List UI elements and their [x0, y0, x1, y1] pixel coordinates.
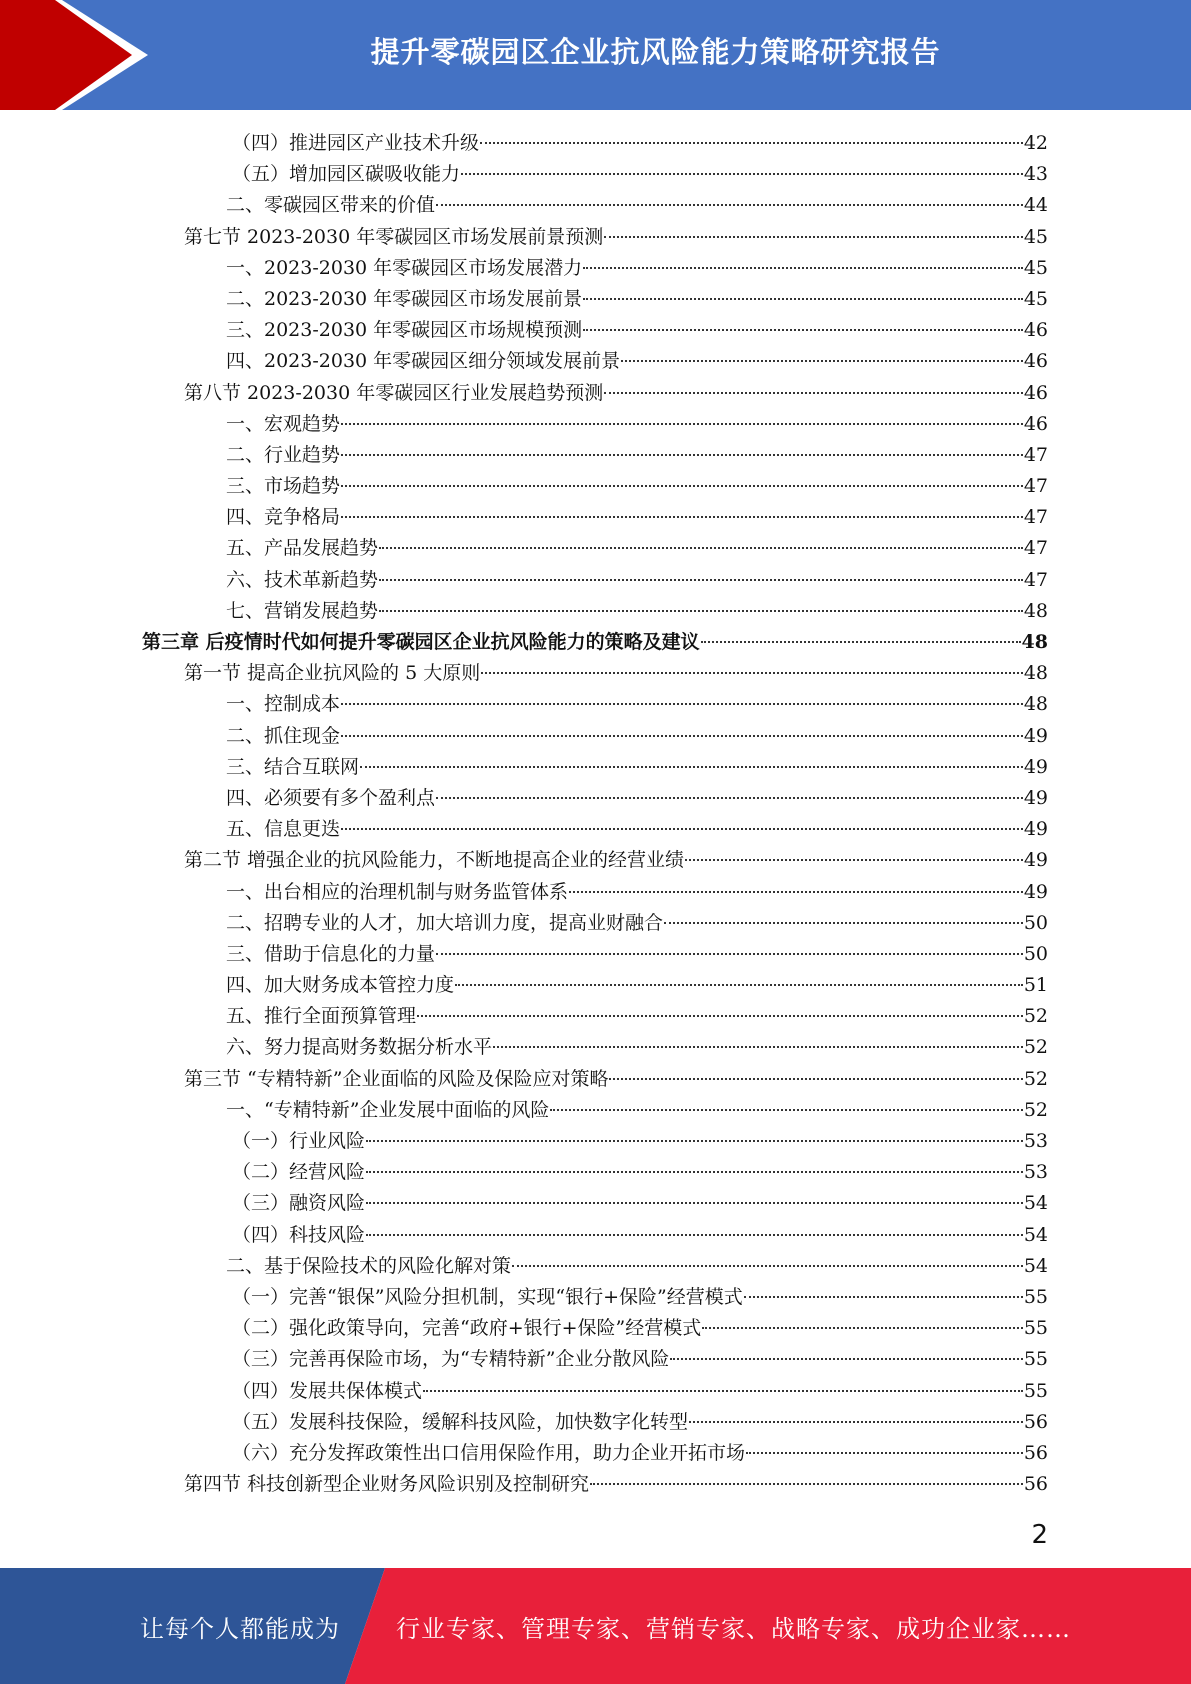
toc-entry-page: 47 — [1023, 475, 1048, 498]
toc-entry[interactable] — [142, 1251, 1048, 1282]
toc-entry[interactable] — [142, 845, 1048, 876]
toc-dot-leader — [366, 1234, 1023, 1236]
toc-entry-page: 54 — [1023, 1254, 1048, 1277]
toc-entry-page: 48 — [1023, 599, 1048, 622]
toc-entry[interactable] — [142, 1313, 1048, 1344]
toc-entry-label: 二、2023-2030 年零碳园区市场发展前景 — [226, 287, 583, 310]
toc-dot-leader — [436, 953, 1023, 955]
toc-entry-page: 55 — [1023, 1317, 1048, 1340]
footer-slogan-left: 让每个人都能成为 — [140, 1614, 340, 1643]
toc-entry-page: 49 — [1023, 724, 1048, 747]
toc-entry-label: 七、营销发展趋势 — [226, 599, 379, 622]
toc-entry-label: 第七节 2023-2030 年零碳园区市场发展前景预测 — [184, 225, 604, 248]
toc-entry[interactable] — [142, 1188, 1048, 1219]
toc-entry-label: 三、借助于信息化的力量 — [226, 942, 436, 965]
toc-entry-page: 48 — [1023, 693, 1048, 716]
toc-entry-label: 六、努力提高财务数据分析水平 — [226, 1036, 493, 1059]
toc-entry-page: 46 — [1023, 319, 1048, 342]
toc-dot-leader — [609, 1078, 1022, 1080]
toc-entry-label: （二）经营风险 — [232, 1161, 366, 1184]
toc-entry[interactable] — [142, 471, 1048, 502]
toc-dot-leader — [379, 547, 1023, 549]
toc-entry-page: 54 — [1023, 1192, 1048, 1215]
toc-entry-page: 45 — [1023, 256, 1048, 279]
toc-dot-leader — [702, 1327, 1023, 1329]
toc-entry[interactable] — [142, 1220, 1048, 1251]
toc-entry[interactable] — [142, 1376, 1048, 1407]
toc-dot-leader — [360, 766, 1023, 768]
toc-entry-label: （三）完善再保险市场，为“专精特新”企业分散风险 — [232, 1348, 670, 1371]
toc-dot-leader — [604, 392, 1023, 394]
toc-entry[interactable] — [142, 502, 1048, 533]
toc-entry-page: 54 — [1023, 1223, 1048, 1246]
toc-entry-label: （四）科技风险 — [232, 1223, 366, 1246]
toc-dot-leader — [550, 1109, 1022, 1111]
toc-entry-label: 第三节 “专精特新”企业面临的风险及保险应对策略 — [184, 1067, 609, 1090]
toc-entry[interactable] — [142, 1064, 1048, 1095]
document-title: 提升零碳园区企业抗风险能力策略研究报告 — [370, 34, 941, 69]
toc-entry[interactable] — [142, 565, 1048, 596]
toc-dot-leader — [569, 891, 1023, 893]
toc-entry[interactable] — [142, 877, 1048, 908]
toc-entry[interactable] — [142, 159, 1048, 190]
footer-slogan-right: 行业专家、管理专家、营销专家、战略专家、成功企业家…… — [396, 1614, 1071, 1643]
toc-entry-page: 47 — [1023, 443, 1048, 466]
toc-dot-leader — [341, 828, 1023, 830]
toc-entry-page: 50 — [1023, 942, 1048, 965]
toc-dot-leader — [341, 485, 1023, 487]
toc-entry[interactable] — [142, 346, 1048, 377]
toc-dot-leader — [461, 173, 1023, 175]
toc-entry-page: 49 — [1023, 818, 1048, 841]
toc-dot-leader — [436, 204, 1023, 206]
toc-entry-page: 43 — [1023, 163, 1048, 186]
toc-entry-label: 五、推行全面预算管理 — [226, 1005, 417, 1028]
toc-entry-label: 第二节 增强企业的抗风险能力，不断地提高企业的经营业绩 — [184, 849, 685, 872]
toc-entry[interactable] — [142, 1469, 1048, 1500]
toc-entry[interactable] — [142, 222, 1048, 253]
toc-entry-page: 47 — [1023, 506, 1048, 529]
toc-dot-leader — [481, 672, 1023, 674]
toc-dot-leader — [701, 641, 1021, 643]
toc-dot-leader — [590, 1483, 1023, 1485]
toc-dot-leader — [583, 329, 1023, 331]
toc-entry-label: 三、2023-2030 年零碳园区市场规模预测 — [226, 319, 583, 342]
toc-entry-page: 45 — [1023, 287, 1048, 310]
toc-entry-page: 47 — [1023, 537, 1048, 560]
toc-entry-label: 五、信息更迭 — [226, 818, 341, 841]
toc-entry-label: 一、2023-2030 年零碳园区市场发展潜力 — [226, 256, 583, 279]
toc-entry[interactable] — [142, 908, 1048, 939]
toc-entry[interactable] — [142, 409, 1048, 440]
toc-entry-page: 49 — [1023, 786, 1048, 809]
toc-entry-page: 42 — [1023, 132, 1048, 154]
toc-entry-page: 46 — [1023, 350, 1048, 373]
toc-entry-label: （五）增加园区碳吸收能力 — [232, 163, 461, 186]
toc-dot-leader — [423, 1390, 1023, 1392]
toc-entry-page: 55 — [1023, 1379, 1048, 1402]
toc-entry[interactable] — [142, 939, 1048, 970]
toc-entry[interactable] — [142, 721, 1048, 752]
toc-entry-label: 四、加大财务成本管控力度 — [226, 974, 455, 997]
toc-entry-page: 45 — [1023, 225, 1048, 248]
toc-entry-label: 二、零碳园区带来的价值 — [226, 194, 436, 217]
toc-dot-leader — [685, 859, 1023, 861]
toc-entry[interactable] — [142, 284, 1048, 315]
toc-dot-leader — [366, 1140, 1023, 1142]
toc-entry[interactable] — [142, 1001, 1048, 1032]
toc-entry-page: 46 — [1023, 412, 1048, 435]
toc-dot-leader — [480, 142, 1023, 144]
toc-entry[interactable] — [142, 596, 1048, 627]
toc-entry-label: 四、必须要有多个盈利点 — [226, 786, 436, 809]
toc-entry-label: 第一节 提高企业抗风险的 5 大原则 — [184, 662, 481, 685]
toc-entry-label: 一、出台相应的治理机制与财务监管体系 — [226, 880, 569, 903]
toc-dot-leader — [379, 579, 1023, 581]
toc-entry-page: 53 — [1023, 1161, 1048, 1184]
toc-entry[interactable] — [142, 315, 1048, 346]
toc-dot-leader — [512, 1265, 1023, 1267]
toc-entry-label: 一、控制成本 — [226, 693, 341, 716]
toc-dot-leader — [366, 1202, 1023, 1204]
toc-entry-label: （一）行业风险 — [232, 1130, 366, 1152]
toc-entry-label: 二、行业趋势 — [226, 443, 341, 466]
toc-dot-leader — [744, 1296, 1023, 1298]
toc-entry-page: 46 — [1023, 381, 1048, 404]
toc-entry-label: 四、2023-2030 年零碳园区细分领域发展前景 — [226, 350, 621, 373]
toc-dot-leader — [583, 267, 1023, 269]
toc-dot-leader — [436, 797, 1023, 799]
toc-entry-page: 56 — [1023, 1441, 1048, 1464]
toc-entry-label: （六）充分发挥政策性出口信用保险作用，助力企业开拓市场 — [232, 1441, 746, 1464]
toc-entry[interactable] — [142, 783, 1048, 814]
toc-entry[interactable] — [142, 1095, 1048, 1126]
toc-entry-label: 一、“专精特新”企业发展中面临的风险 — [226, 1098, 550, 1121]
toc-entry-label: 第四节 科技创新型企业财务风险识别及控制研究 — [184, 1473, 590, 1496]
page-number: 2 — [1031, 1520, 1048, 1550]
toc-entry[interactable] — [142, 533, 1048, 564]
toc-entry-page: 49 — [1023, 755, 1048, 778]
page-header — [0, 0, 1191, 110]
toc-entry[interactable] — [142, 658, 1048, 689]
toc-entry-page: 53 — [1023, 1130, 1048, 1152]
toc-entry-page: 50 — [1023, 911, 1048, 934]
toc-entry-page: 49 — [1023, 849, 1048, 872]
toc-dot-leader — [493, 1046, 1023, 1048]
toc-entry-label: 三、结合互联网 — [226, 755, 360, 778]
toc-dot-leader — [583, 298, 1023, 300]
toc-entry-page: 56 — [1023, 1410, 1048, 1433]
toc-entry-label: 五、产品发展趋势 — [226, 537, 379, 560]
toc-entry[interactable] — [142, 190, 1048, 221]
toc-dot-leader — [746, 1452, 1023, 1454]
toc-entry[interactable] — [142, 1126, 1048, 1157]
toc-entry[interactable] — [142, 970, 1048, 1001]
toc-entry[interactable] — [142, 440, 1048, 471]
toc-entry-label: （五）发展科技保险，缓解科技风险，加快数字化转型 — [232, 1410, 689, 1433]
toc-dot-leader — [341, 735, 1023, 737]
page-footer — [0, 1568, 1191, 1684]
toc-entry-page: 56 — [1023, 1473, 1048, 1496]
toc-dot-leader — [664, 922, 1023, 924]
toc-entry-page: 55 — [1023, 1285, 1048, 1308]
toc-entry-label: （三）融资风险 — [232, 1192, 366, 1215]
toc-dot-leader — [379, 610, 1023, 612]
toc-entry-label: 二、抓住现金 — [226, 724, 341, 747]
toc-entry[interactable] — [142, 1157, 1048, 1188]
toc-dot-leader — [604, 236, 1023, 238]
toc-entry-label: 第三章 后疫情时代如何提升零碳园区企业抗风险能力的策略及建议 — [142, 631, 700, 653]
toc-dot-leader — [621, 360, 1023, 362]
toc-entry[interactable] — [142, 752, 1048, 783]
toc-entry[interactable] — [142, 1282, 1048, 1313]
toc-entry-page: 52 — [1023, 1005, 1048, 1028]
toc-dot-leader — [670, 1358, 1022, 1360]
toc-entry-label: 第八节 2023-2030 年零碳园区行业发展趋势预测 — [184, 381, 604, 404]
toc-entry-page: 51 — [1023, 974, 1048, 997]
toc-dot-leader — [366, 1171, 1023, 1173]
toc-entry[interactable] — [142, 1407, 1048, 1438]
toc-entry-page: 48 — [1023, 662, 1048, 685]
toc-entry-page: 55 — [1023, 1348, 1048, 1371]
toc-entry-label: 四、竞争格局 — [226, 506, 341, 529]
toc-entry-page: 49 — [1023, 880, 1048, 903]
toc-entry[interactable] — [142, 627, 1048, 658]
toc-entry[interactable] — [142, 128, 1048, 159]
toc-dot-leader — [341, 516, 1023, 518]
toc-entry-page: 47 — [1023, 568, 1048, 591]
toc-entry-page: 52 — [1023, 1067, 1048, 1090]
toc-entry[interactable] — [142, 1344, 1048, 1375]
toc-entry-label: 一、宏观趋势 — [226, 412, 341, 435]
toc-entry[interactable] — [142, 1438, 1048, 1469]
toc-entry-page: 44 — [1023, 194, 1048, 217]
toc-entry-label: 六、技术革新趋势 — [226, 568, 379, 591]
toc-entry[interactable] — [142, 378, 1048, 409]
toc-entry-label: （二）强化政策导向，完善“政府+银行+保险”经营模式 — [232, 1317, 702, 1340]
toc-dot-leader — [341, 703, 1023, 705]
toc-entry-page: 52 — [1023, 1036, 1048, 1059]
toc-entry[interactable] — [142, 689, 1048, 720]
toc-entry-label: （四）发展共保体模式 — [232, 1379, 423, 1402]
table-of-contents — [142, 128, 1048, 1500]
toc-entry[interactable] — [142, 814, 1048, 845]
toc-entry-page: 48 — [1021, 631, 1048, 653]
toc-entry-label: （一）完善“银保”风险分担机制，实现“银行+保险”经营模式 — [232, 1285, 743, 1308]
toc-entry-label: （四）推进园区产业技术升级 — [232, 132, 480, 154]
toc-dot-leader — [341, 423, 1023, 425]
toc-dot-leader — [689, 1421, 1023, 1423]
toc-dot-leader — [455, 984, 1023, 986]
toc-entry[interactable] — [142, 253, 1048, 284]
toc-dot-leader — [417, 1015, 1023, 1017]
toc-entry[interactable] — [142, 1032, 1048, 1063]
toc-entry-label: 二、招聘专业的人才，加大培训力度，提高业财融合 — [226, 911, 664, 934]
toc-entry-label: 二、基于保险技术的风险化解对策 — [226, 1254, 512, 1277]
toc-entry-page: 52 — [1023, 1098, 1048, 1121]
toc-dot-leader — [341, 454, 1023, 456]
toc-entry-label: 三、市场趋势 — [226, 475, 341, 498]
